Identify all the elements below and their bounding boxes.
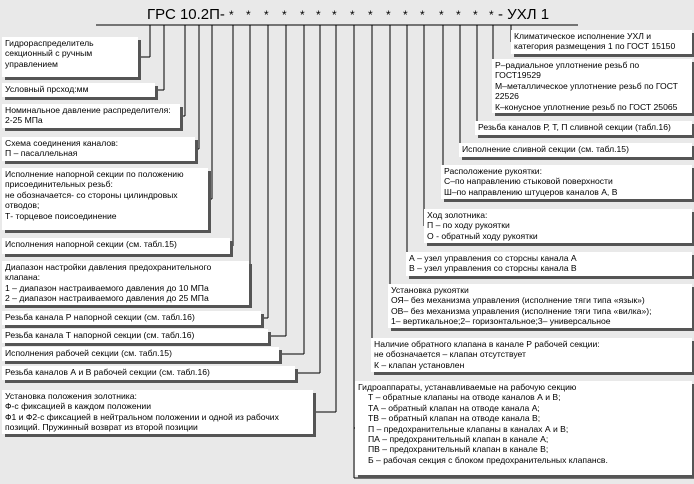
placeholder-asterisk: * [246, 8, 251, 22]
box-text-line: ПА – предохранительный клапан в канале А; [368, 434, 549, 445]
placeholder-asterisk: * [456, 8, 461, 22]
box-thread-sealing [492, 59, 692, 113]
box-text-line: Резьба канала Т напорной секции (см. табл.16) [5, 330, 195, 340]
box-text-line: С–по направлению стыковой поверхности [444, 176, 613, 187]
box-text-line: В – узел управления со сторсны канала В [409, 263, 577, 274]
box-text-line: ТВ – обратный клапан на отводе канала В; [368, 413, 541, 424]
placeholder-asterisk: * [316, 8, 321, 22]
placeholder-asterisk: * [282, 8, 287, 22]
box-text-line: Диапазон настройки давления предохранительного [5, 262, 212, 272]
box-t-channel-thread [2, 329, 268, 343]
placeholder-asterisk: * [439, 8, 444, 22]
box-channel-scheme [2, 137, 195, 161]
box-drain-section-version [459, 143, 692, 157]
box-spool-position [2, 390, 313, 434]
placeholder-asterisk: * [264, 8, 269, 22]
box-text-line: К – клапан установлен [374, 359, 465, 370]
box-handle-location [441, 165, 692, 199]
placeholder-asterisk: * [489, 8, 494, 22]
placeholder-asterisk: * [332, 8, 337, 22]
box-text-line: Т- торцевое поисоединение [5, 210, 117, 221]
box-working-section-version [2, 347, 279, 361]
box-text-line: Исполнения рабочей секции (см. табл.15) [5, 348, 172, 358]
box-pressure-section-version [2, 238, 230, 254]
box-text-line: О - обратный ходу рукоятки [427, 230, 538, 241]
box-text-line: управлением [5, 58, 58, 69]
box-text-line: Ф1 и Ф2-с фиксацией в нейтральном положении и одной из рабочих [5, 411, 279, 422]
box-text-line: отводов; [5, 200, 40, 211]
box-text-line: 2-25 МПа [5, 115, 43, 126]
box-text-line: Р–радиальное уплотнение резьб по [495, 60, 640, 70]
box-text-line: П – пасаллельная [5, 148, 78, 159]
designation-code: ГРС 10.2П- [147, 6, 225, 23]
box-text-line: 1– вертикальное;2– горизонтальное;3– универсальное [391, 316, 611, 327]
box-nominal-bore [2, 83, 155, 97]
box-text-line: Б – рабочая секция с блоком предохранительных клапансв. [368, 454, 608, 465]
box-text-line: К–конусное уплотнение резьб по ГОСТ 25065 [495, 101, 678, 112]
box-text-line: не обозначается- со стороны цилиндровых [5, 189, 178, 200]
box-text-line: категория размещения 1 по ГОСТ 15150 [514, 41, 676, 52]
box-distributor-type [2, 37, 138, 77]
box-working-section-devices [355, 381, 692, 475]
box-text-line: П – по ходу рукоятки [427, 220, 510, 231]
box-text-line: Исполнения напорной секции (см. табл.15) [5, 239, 177, 249]
placeholder-asterisk: * [229, 8, 234, 22]
box-check-valve-p [371, 338, 692, 372]
box-text-line: позиций. Пружинный возврат из второй позиции [5, 422, 198, 433]
box-text-line: М–металлическое уплотнение резьб по ГОСТ [495, 80, 678, 91]
box-text-line: секционный с ручным [5, 48, 93, 59]
box-nominal-pressure [2, 104, 180, 128]
box-text-line: А – узел управления со сторсны канала А [409, 253, 577, 263]
box-text-line: Установка положения золотника: [5, 391, 137, 401]
box-text-line: Резьба канала Р напорной секции (см. табл.16) [5, 312, 195, 322]
placeholder-asterisk: * [300, 8, 305, 22]
placeholder-asterisk: * [386, 8, 391, 22]
box-text-line: Схема соединения каналов: [5, 138, 119, 148]
box-control-unit-side [406, 252, 692, 276]
box-pressure-section-thread-position [2, 168, 208, 230]
box-relief-valve-range [2, 261, 249, 305]
box-text-line: Ф-с фиксацией в каждом положении [5, 401, 152, 412]
box-spool-stroke [424, 209, 692, 243]
box-text-line: 22526 [495, 91, 519, 102]
box-text-line: Гидрораспределитель [5, 38, 94, 48]
box-text-line: 1 – диапазон настраиваемого давления до 10 МПа [5, 282, 209, 293]
box-text-line: Ход золотника: [427, 210, 488, 220]
box-text-line: ОЯ– без механизма управления (исполнение тяги типа «язык») [391, 295, 645, 306]
box-climatic-version [511, 30, 692, 54]
box-text-line: Климатическое исполнение УХЛ и [514, 31, 652, 41]
box-text-line: Резьба каналов Р, Т, П сливной секции (табл.16) [478, 122, 671, 132]
box-text-line: Установка рукоятки [391, 285, 469, 295]
placeholder-asterisk: * [350, 8, 355, 22]
box-text-line: Исполнение сливной секции (см. табл.15) [462, 144, 629, 154]
placeholder-asterisk: * [368, 8, 373, 22]
box-text-line: Условный прсход:мм [5, 84, 89, 94]
box-text-line: Ш–по направлению штуцеров каналов А, В [444, 186, 618, 197]
box-text-line: Расположение рукоятки: [444, 166, 542, 176]
box-text-line: 2 – диапазон настраиваемого давления до 25 МПа [5, 293, 209, 304]
box-text-line: клапана: [5, 272, 40, 283]
box-text-line: не обозначается – клапан отсутствует [374, 349, 526, 360]
designation-suffix: - УХЛ 1 [498, 6, 550, 23]
box-p-channel-thread [2, 311, 261, 325]
box-text-line: П – предохранительные клапаны в каналах А и В; [368, 423, 569, 434]
placeholder-asterisk: * [420, 8, 425, 22]
box-text-line: ОВ– без механизма управления (исполнение тяги типа «вилка»); [391, 305, 652, 316]
box-text-line: Наличие обратного клапана в канале Р рабочей секции: [374, 339, 600, 349]
box-ab-channel-thread [2, 366, 295, 380]
box-text-line: присоединительных резьб: [5, 179, 113, 190]
box-text-line: Номинальное давление распределителя: [5, 105, 171, 115]
box-text-line: ТА – обратный клапан на отводе канала А; [368, 402, 540, 413]
placeholder-asterisk: * [403, 8, 408, 22]
box-text-line: Гидроаппараты, устанавливаемые на рабочую секцию [358, 382, 577, 392]
box-drain-section-thread [475, 121, 692, 135]
box-text-line: Исполнение напорной секции по положению [5, 169, 184, 179]
box-text-line: ПВ – предохранительный клапан в канале В; [368, 444, 549, 455]
box-text-line: Т – обратные клапаны на отводе каналов А и В; [368, 392, 561, 403]
box-text-line: Резьба каналов А и В рабочей секции (см. табл.16) [5, 367, 210, 377]
box-handle-installation [388, 284, 692, 328]
placeholder-asterisk: * [473, 8, 478, 22]
box-text-line: ГОСТ19529 [495, 70, 541, 81]
